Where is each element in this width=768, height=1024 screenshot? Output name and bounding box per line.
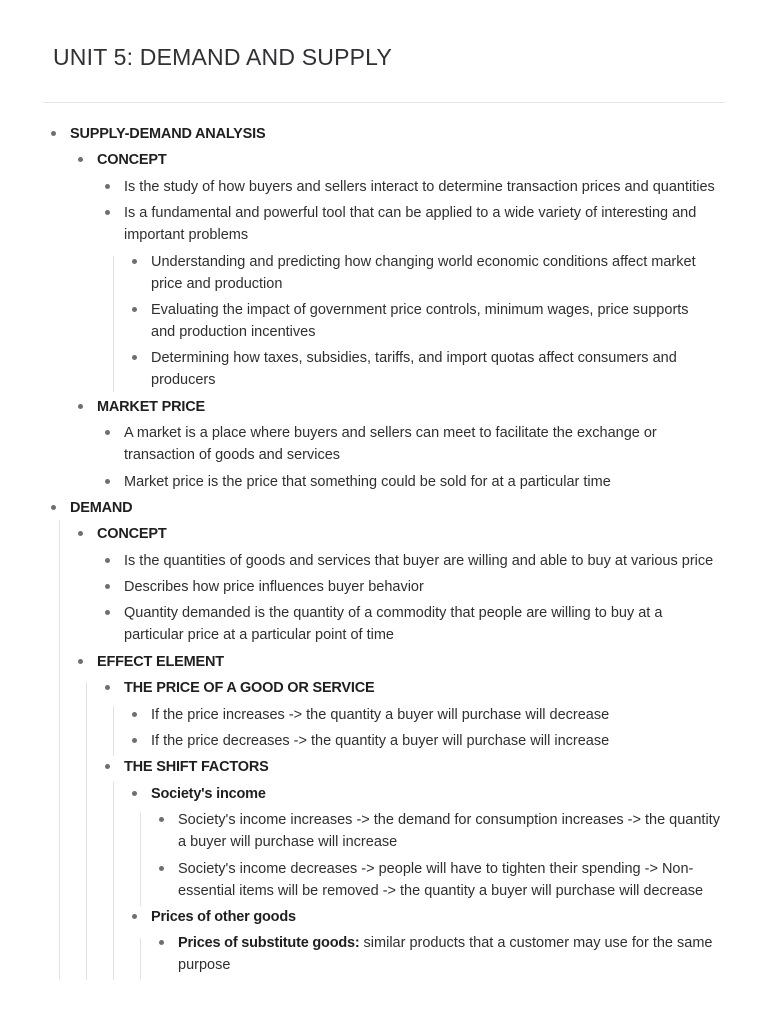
list-item-text: Society's income increases -> the demand for consumption increases -> the quantity a buyer will purchase will increase — [178, 812, 720, 851]
bullet-icon — [132, 355, 137, 360]
list-item-text: Is the quantities of goods and services that buyer are willing and able to buy at various price — [124, 552, 714, 569]
list-item — [0, 149, 768, 171]
bullet-icon — [105, 184, 110, 189]
list-item — [0, 576, 768, 598]
bullet-icon — [78, 531, 83, 536]
list-item-text: Is the study of how buyers and sellers interact to determine transaction prices and quantities — [124, 178, 715, 195]
list-item — [0, 906, 768, 928]
section-heading: SUPPLY-DEMAND ANALYSIS — [70, 126, 266, 142]
bullet-icon — [105, 610, 110, 615]
list-item-text: Quantity demanded is the quantity of a commodity that people are willing to buy at a particular price at a particular point of time — [124, 605, 663, 644]
list-item — [0, 422, 768, 466]
list-item — [0, 299, 768, 343]
bullet-icon — [105, 764, 110, 769]
list-item-text: Market price is the price that something could be sold for at a particular time — [124, 473, 611, 490]
term-label: Prices of substitute goods: — [178, 935, 360, 952]
list-item — [0, 602, 768, 646]
page-title: UNIT 5: DEMAND AND SUPPLY — [53, 44, 393, 70]
subsection-heading: MARKET PRICE — [97, 398, 205, 415]
subsection-heading: THE PRICE OF A GOOD OR SERVICE — [124, 680, 375, 697]
subsection-heading: Society's income — [151, 785, 266, 802]
list-item — [0, 756, 768, 778]
list-item — [0, 251, 768, 295]
bullet-icon — [78, 157, 83, 162]
subsection-heading: CONCEPT — [97, 526, 167, 543]
bullet-icon — [78, 659, 83, 664]
bullet-icon — [159, 866, 164, 871]
subsection-heading: Prices of other goods — [151, 908, 296, 925]
list-item — [0, 783, 768, 805]
list-item-text: Evaluating the impact of government price controls, minimum wages, price supports and production incentives — [151, 301, 689, 340]
bullet-icon — [132, 259, 137, 264]
list-item — [0, 730, 768, 752]
list-item-text — [178, 932, 726, 976]
list-item-text: If the price decreases -> the quantity a buyer will purchase will increase — [151, 733, 610, 750]
subsection-heading: EFFECT ELEMENT — [97, 653, 224, 670]
list-item-text: A market is a place where buyers and sellers can meet to facilitate the exchange or transaction of goods and services — [124, 425, 657, 464]
list-item — [0, 858, 768, 902]
bullet-icon — [78, 404, 83, 409]
list-item — [0, 932, 768, 976]
bullet-icon — [105, 558, 110, 563]
bullet-icon — [132, 791, 137, 796]
subsection-heading: THE SHIFT FACTORS — [124, 759, 269, 776]
list-item-text: Understanding and predicting how changing world economic conditions affect market price and production — [151, 253, 696, 292]
bullet-icon — [132, 914, 137, 919]
bullet-icon — [51, 131, 56, 136]
list-item — [0, 202, 768, 246]
outline-list — [0, 123, 768, 976]
bullet-icon — [105, 584, 110, 589]
list-item — [0, 497, 768, 519]
list-item-text: Determining how taxes, subsidies, tariffs, and import quotas affect consumers and producers — [151, 350, 677, 389]
list-item — [0, 809, 768, 853]
list-item — [0, 347, 768, 391]
section-heading: DEMAND — [70, 499, 133, 516]
bullet-icon — [132, 712, 137, 717]
bullet-icon — [105, 210, 110, 215]
bullet-icon — [105, 685, 110, 690]
list-item — [0, 550, 768, 572]
bullet-icon — [51, 505, 56, 510]
bullet-icon — [132, 307, 137, 312]
list-item — [0, 677, 768, 699]
list-item-text: Describes how price influences buyer behavior — [124, 579, 424, 596]
subsection-heading: CONCEPT — [97, 152, 167, 169]
list-item-text: If the price increases -> the quantity a buyer will purchase will decrease — [151, 706, 610, 723]
bullet-icon — [132, 738, 137, 743]
list-item — [0, 704, 768, 726]
bullet-icon — [159, 817, 164, 822]
bullet-icon — [105, 430, 110, 435]
list-item-text: Society's income decreases -> people will have to tighten their spending -> Non-essential items will be removed -> the quantity a buyer will purchase will decrease — [178, 860, 704, 899]
list-item — [0, 471, 768, 493]
bullet-icon — [105, 479, 110, 484]
list-item — [0, 176, 768, 198]
list-item-text: Is a fundamental and powerful tool that can be applied to a wide variety of interesting and important problems — [124, 205, 697, 244]
bullet-icon — [159, 940, 164, 945]
term-definition: similar products that a customer may use for the same purpose — [178, 935, 713, 974]
list-item — [0, 396, 768, 418]
title-divider — [43, 102, 725, 103]
list-item — [0, 651, 768, 673]
list-item — [0, 123, 768, 145]
list-item — [0, 523, 768, 545]
